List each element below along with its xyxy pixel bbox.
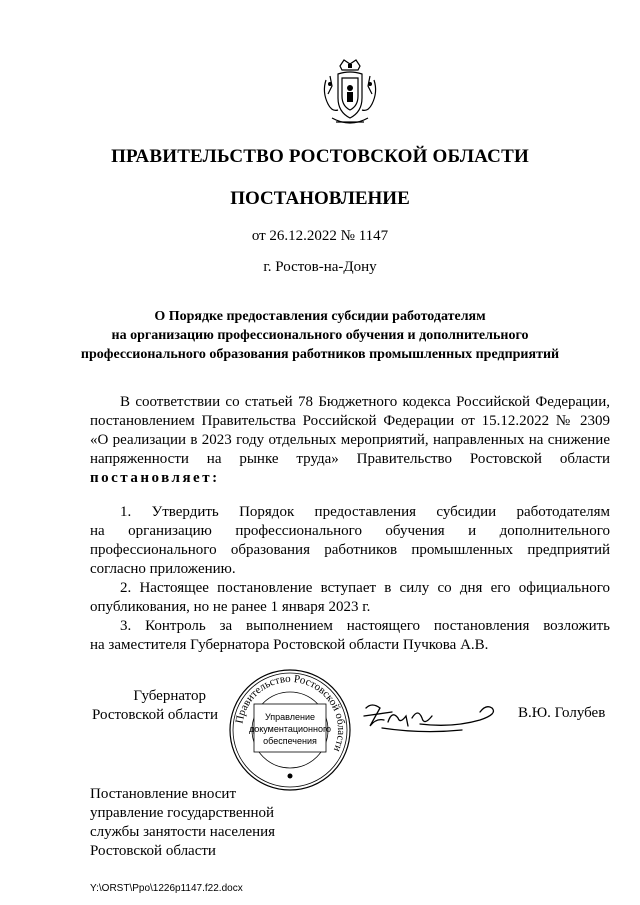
official-seal xyxy=(228,668,352,792)
position-line: Ростовской области xyxy=(92,707,218,723)
text-line: на организацию профессионального обучения и дополнительного xyxy=(90,523,610,539)
seal-inner-line: документационного xyxy=(248,724,332,734)
handwritten-signature xyxy=(362,698,502,736)
subject-line: О Порядке предоставления субсидии работодателям xyxy=(154,309,486,324)
note-line: управление государственной xyxy=(90,805,275,821)
resolution-items xyxy=(90,503,610,655)
file-path: Y:\ORST\Ppo\1226p1147.f22.docx xyxy=(90,883,243,894)
subject-line: профессионального образования работников промышленных предприятий xyxy=(80,347,560,362)
text-line: 2. Настоящее постановление вступает в силу со дня его официального xyxy=(120,580,610,596)
text-line: профессионального образования работников промышленных предприятий xyxy=(90,542,610,558)
seal-inner-line: Управление xyxy=(264,712,316,722)
government-title: ПРАВИТЕЛЬСТВО РОСТОВСКОЙ ОБЛАСТИ xyxy=(111,146,529,167)
submitted-by-note xyxy=(90,785,275,861)
seal-outer-text: Правительство Ростовской области xyxy=(233,672,348,754)
resolves-word: постановляет: xyxy=(90,470,220,486)
signer-name: В.Ю. Голубев xyxy=(518,705,606,721)
coat-of-arms-icon xyxy=(318,58,382,130)
text-line: «О реализации в 2023 году отдельных мероприятий, направленных на снижение xyxy=(90,432,610,448)
note-line: Ростовской области xyxy=(90,843,216,859)
document-subject xyxy=(0,307,640,364)
text-line: постановлением Правительства Российской Федерации от 15.12.2022 № 2309 xyxy=(90,413,610,429)
subject-line: на организацию профессионального обучения и дополнительного xyxy=(111,328,529,343)
text-line: 1. Утвердить Порядок предоставления субсидии работодателям xyxy=(120,504,610,520)
note-line: службы занятости населения xyxy=(90,824,276,840)
text-line: опубликования, но не ранее 1 января 2023 г. xyxy=(90,599,371,615)
text-line: 3. Контроль за выполнением настоящего постановления возложить xyxy=(120,618,610,634)
position-line: Губернатор xyxy=(133,688,206,704)
document-date-number: от 26.12.2022 № 1147 xyxy=(251,228,389,244)
note-line: Постановление вносит xyxy=(90,786,237,802)
text-line: В соответствии со статьей 78 Бюджетного кодекса Российской Федерации, xyxy=(120,394,610,410)
seal-inner-line: обеспечения xyxy=(263,736,317,746)
signer-position xyxy=(90,687,218,725)
document-type: ПОСТАНОВЛЕНИЕ xyxy=(230,188,410,209)
document-city: г. Ростов-на-Дону xyxy=(263,259,377,275)
text-line: согласно приложению. xyxy=(90,561,236,577)
text-line: на заместителя Губернатора Ростовской области Пучкова А.В. xyxy=(90,637,489,653)
text-line: напряженности на рынке труда» Правительство Ростовской области xyxy=(90,451,610,467)
preamble-paragraph xyxy=(90,393,610,488)
